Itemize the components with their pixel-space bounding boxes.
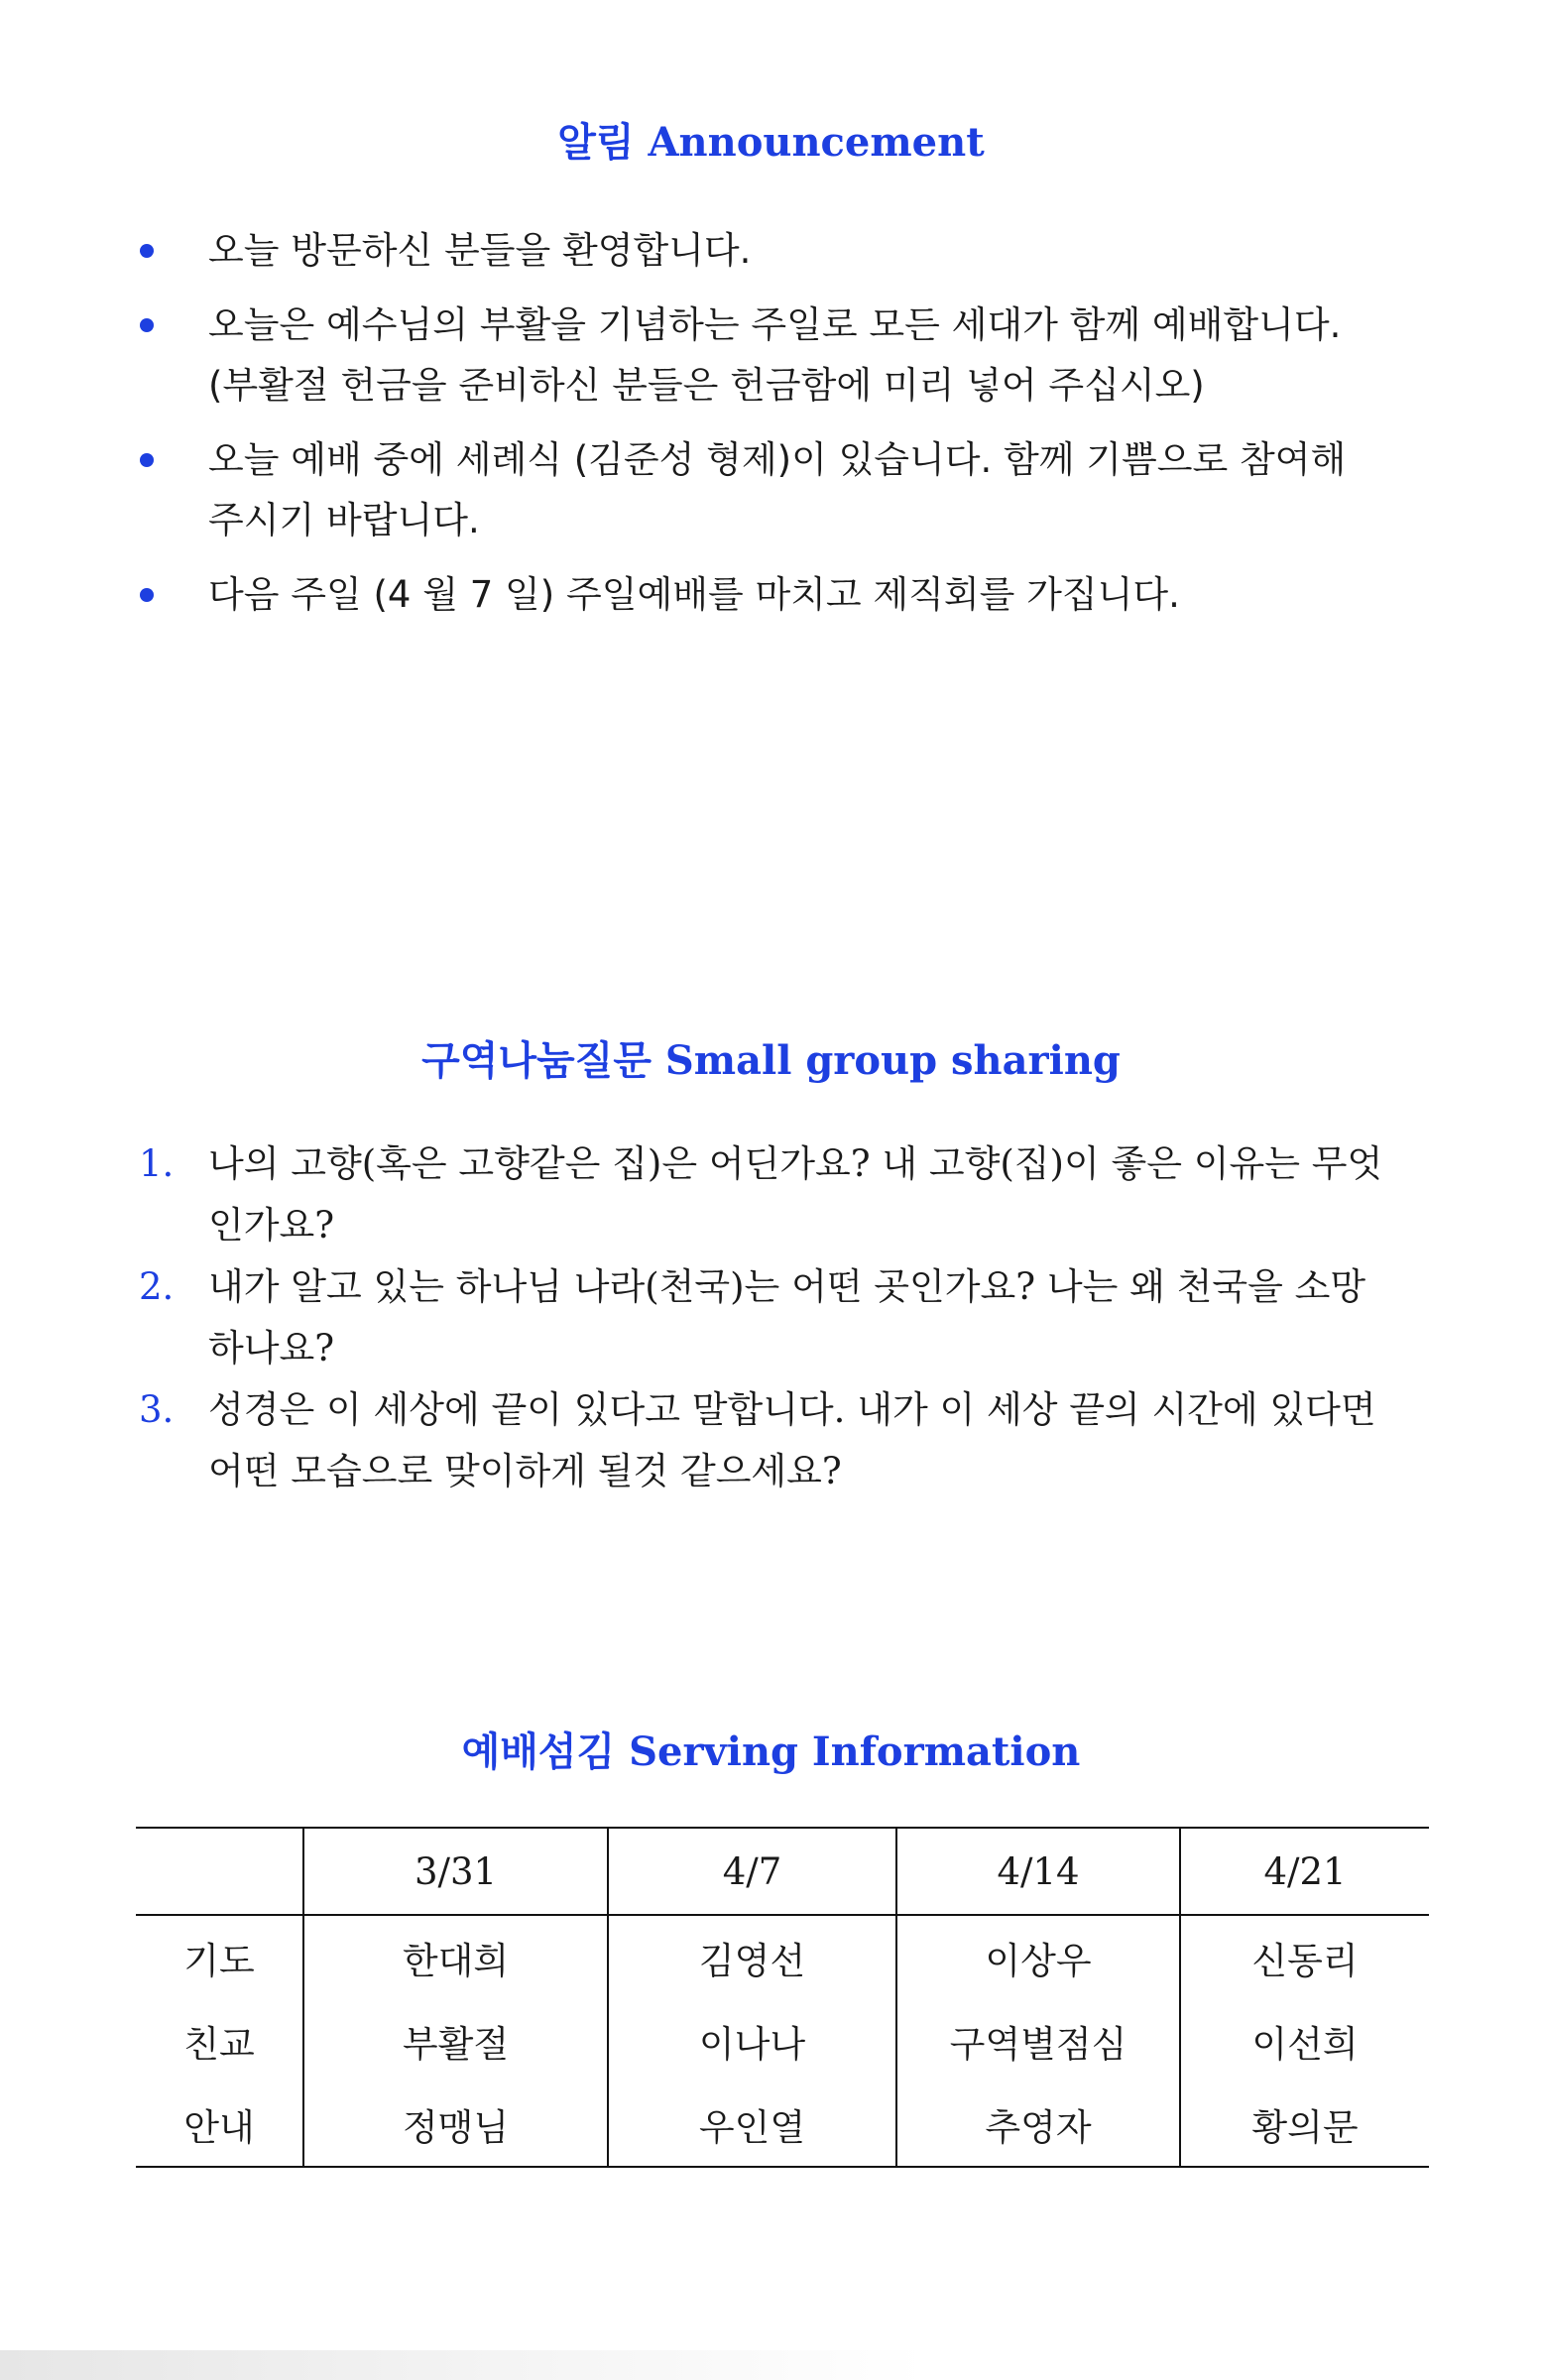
table-row [136, 1915, 1429, 1999]
person-cell: 이상우 [896, 1915, 1180, 1999]
role-cell: 친교 [183, 2023, 255, 2066]
question-text: 내가 알고 있는 하나님 나라(천국)는 어떤 곳인가요? 나는 왜 천국을 소망하나요? [208, 1265, 1366, 1369]
date-header: 4/7 [608, 1828, 896, 1915]
table-row [136, 1999, 1429, 2082]
question-number: 2. [139, 1265, 175, 1308]
sharing-question [129, 1133, 1398, 1256]
bullet-icon [140, 588, 154, 602]
announcement-item [129, 220, 1359, 281]
serving-heading: 예배섬김 Serving Information [461, 1728, 1081, 1775]
person-cell: 김영선 [608, 1915, 896, 1999]
question-text: 성경은 이 세상에 끝이 있다고 말합니다. 내가 이 세상 끝의 시간에 있다면 어떤 모습으로 맞이하게 될것 같으세요? [208, 1388, 1376, 1492]
person-cell: 이나나 [608, 1999, 896, 2082]
announcement-item [129, 564, 1359, 625]
bullet-icon [140, 244, 154, 258]
bullet-icon [140, 318, 154, 332]
person-cell: 우인열 [608, 2082, 896, 2167]
person-cell: 한대희 [303, 1915, 608, 1999]
person-cell: 추영자 [896, 2082, 1180, 2167]
announcement-text: 오늘 예배 중에 세례식 (김준성 형제)이 있습니다. 함께 기쁨으로 참여해주시기 바랍니다. [208, 438, 1347, 541]
corner-cell [136, 1828, 303, 1915]
announcement-item [129, 429, 1359, 550]
role-cell: 안내 [136, 2082, 303, 2167]
person-cell: 정맹님 [303, 2082, 608, 2167]
table-row [136, 2082, 1429, 2167]
announcement-text: 다음 주일 (4 월 7 일) 주일예배를 마치고 제직회를 가집니다. [208, 573, 1180, 616]
person-cell: 부활절 [303, 1999, 608, 2082]
date-header: 3/31 [303, 1828, 608, 1915]
date-header: 4/14 [896, 1828, 1180, 1915]
person-cell: 구역별점심 [896, 1999, 1180, 2082]
date-header: 4/21 [1180, 1828, 1429, 1915]
announcement-text: 오늘 방문하신 분들을 환영합니다. [208, 229, 752, 272]
announcement-list [129, 220, 1359, 639]
sharing-heading: 구역나눔질문 Small group sharing [421, 1037, 1121, 1084]
announcement-text: 오늘은 예수님의 부활을 기념하는 주일로 모든 세대가 함께 예배합니다. (부활절 헌금을 준비하신 분들은 헌금함에 미리 넣어 주십시오) [208, 303, 1342, 407]
sharing-question-list [129, 1133, 1398, 1502]
person-cell: 이선희 [1180, 1999, 1429, 2082]
question-number: 3. [139, 1388, 175, 1431]
person-cell: 황의문 [1180, 2082, 1429, 2167]
sharing-question [129, 1256, 1398, 1379]
bullet-icon [140, 453, 154, 467]
role-cell: 기도 [183, 1940, 255, 1982]
announcement-heading: 알림 Announcement [557, 119, 985, 166]
question-text: 나의 고향(혹은 고향같은 집)은 어딘가요? 내 고향(집)이 좋은 이유는 무엇인가요? [208, 1142, 1383, 1247]
serving-table [136, 1827, 1429, 2168]
page-bottom-shadow [0, 2350, 1542, 2380]
serving-header-row [136, 1828, 1429, 1915]
announcement-item [129, 295, 1359, 416]
question-number: 1. [139, 1142, 175, 1185]
sharing-question [129, 1379, 1398, 1502]
person-cell: 신동리 [1180, 1915, 1429, 1999]
